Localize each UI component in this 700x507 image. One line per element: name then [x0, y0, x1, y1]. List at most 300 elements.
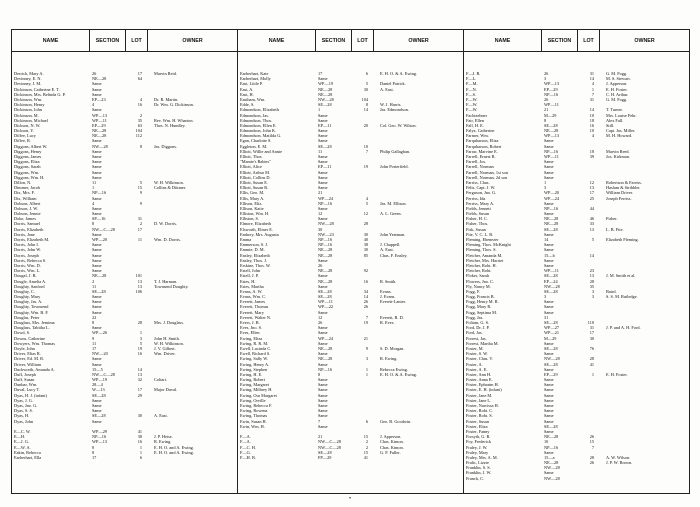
cell-lot: 7 [365, 148, 368, 154]
cell-section: Same [544, 309, 554, 315]
cell-name: Diggons, Wm. H. [14, 174, 45, 180]
cell-section: 30 [318, 226, 323, 232]
cell-lot: 30 [589, 335, 594, 341]
cell-name: Dickinson, M. [14, 112, 39, 118]
cell-lot: 28 [589, 356, 594, 362]
cell-section: Same [318, 387, 328, 393]
cell-section: Same [318, 361, 328, 367]
cell-name: Fair, Ellen [466, 117, 484, 123]
cell-lot: 2 [139, 112, 142, 118]
cell-name: Dix, William [14, 195, 37, 201]
cell-name: Derrick, Mary A. [14, 71, 44, 76]
cell-lot: 16 [137, 439, 142, 445]
cell-lot: 44 [589, 205, 594, 211]
cell-section: SE—28 [544, 226, 558, 232]
cell-name: Ellis, Mary A. [240, 195, 265, 201]
cell-name: Franklin, J. W. [466, 470, 492, 476]
cell-section: NW—20 [92, 351, 108, 357]
cell-section: 22 [92, 314, 97, 320]
cell-owner: Col. Geo. W. Wilson. [380, 122, 417, 128]
cell-name: Dimmer, Jacob [14, 185, 41, 191]
cell-lot: 31 [589, 325, 594, 331]
cell-name: Dorris, Jane [14, 231, 35, 237]
cell-name: Ewin, Susan H. [240, 418, 267, 424]
cell-lot: 5 [365, 200, 368, 206]
cell-owner: G. F. Fuller. [380, 449, 401, 455]
cell-lot: 30 [363, 231, 368, 237]
cell-section: SE—28 [92, 413, 106, 419]
cell-section: 15—b [544, 252, 555, 258]
cell-name: Doughty, Wm. B. F. [14, 309, 49, 315]
cell-name: Estell, John [240, 268, 261, 274]
cell-name: Doke, James [14, 216, 36, 222]
cell-lot: 30 [137, 413, 142, 419]
cell-lot: 1 [139, 444, 142, 450]
cell-name: E—C. W. [14, 428, 31, 434]
cell-owner: Still. [606, 122, 615, 128]
cell-lot: 8 [139, 143, 142, 149]
cell-name: Dickson, Y. [14, 128, 34, 134]
cell-name: Estes, Martha [240, 283, 264, 289]
cell-lot: 6 [139, 454, 142, 460]
cell-lot: 18 [589, 117, 594, 123]
cell-lot: 15 [363, 449, 368, 455]
cell-name: Ewing, Margaret [240, 382, 270, 388]
cell-section: Same [318, 413, 328, 419]
cell-name: Fraley, Mrs. A. M. [466, 454, 498, 460]
cell-section: NP—16 [92, 190, 107, 196]
cell-owner: Wm. D. Dorris. [154, 237, 181, 242]
cell-owner: Everett-Lanier. [380, 299, 406, 305]
cell-owner: A. East. [380, 247, 394, 253]
cell-name: Dowyers, Wm. Thomas [14, 340, 55, 346]
cell-section: Same [318, 408, 328, 414]
cell-section: Same [318, 112, 328, 118]
cell-section: Same [544, 262, 554, 268]
cell-name: Foster, Jane M. [466, 392, 493, 398]
cell-name: Foster, Jane L. [466, 397, 492, 403]
cell-name: E—J. G. [14, 439, 29, 445]
cell-name: Farquharson, Eliza [466, 138, 499, 144]
cell-name: Dickinson, Henry [14, 102, 45, 108]
cell-lot: 17 [137, 226, 142, 232]
cell-section: Same [92, 107, 102, 113]
cell-owner: L. B. Fite. [606, 226, 624, 232]
cell-name: Foster, Ephraim H. [466, 382, 499, 388]
cell-section: Same [318, 185, 328, 191]
cell-lot: 5 [139, 340, 142, 346]
cell-section: NP—16 [318, 366, 333, 372]
header-lot: LOT [352, 30, 374, 51]
cell-section: SE—28 [318, 449, 332, 455]
cell-name: Egan, Charlotte S. [240, 138, 272, 144]
cell-section: 26 [92, 71, 97, 76]
cell-name: Doughty, Mary [14, 294, 41, 300]
cell-lot: 17 [589, 330, 594, 336]
cell-lot: 19 [137, 345, 142, 351]
cell-name: East, A. [240, 86, 254, 92]
cell-lot: 20 [363, 122, 368, 128]
column-section-2 [238, 30, 464, 493]
cell-name: Elliott, Alice [240, 164, 262, 170]
cell-owner: R. Ewing. [380, 356, 398, 362]
cell-section: Same [318, 273, 328, 279]
cell-lot: 92 [363, 268, 368, 274]
cell-lot: 21 [363, 335, 368, 341]
cell-section: Same [318, 117, 328, 123]
cell-owner [374, 455, 463, 460]
cell-name: Earberhart, Kate [240, 71, 269, 76]
cell-lot: 18 [589, 148, 594, 154]
cell-section: SE—28 [544, 122, 558, 128]
cell-name: Emmerson, S. J. [240, 242, 269, 248]
cell-section: Same [92, 418, 102, 424]
cell-owner: R. Smith. [380, 278, 397, 284]
cell-section: 12 [318, 211, 323, 217]
cell-name: Duff, Susan [14, 377, 35, 383]
cell-section: NW—28 [544, 465, 560, 471]
table-header [12, 30, 237, 52]
cell-lot: 5 [365, 81, 368, 87]
cell-name: Fields, Susan [466, 211, 489, 217]
cell-lot: 3 [139, 335, 142, 341]
cell-section: Same [92, 408, 102, 414]
cell-lot: 6 [365, 71, 368, 76]
cell-lot: 4 [591, 81, 594, 87]
cell-section: EP—11 [318, 122, 332, 128]
cell-section: SE—28 [544, 320, 558, 325]
cell-section: NE—28 [318, 268, 333, 274]
cell-name: Edmondson, John K. [240, 128, 277, 134]
cell-section: SE—28 [544, 361, 558, 367]
cell-lot: 8 [365, 102, 368, 108]
cell-section: Same [318, 330, 328, 336]
cell-section: Same [92, 268, 102, 274]
cell-owner: D. W. Dorris. [154, 221, 178, 227]
cell-name: Edde, S. [240, 102, 255, 108]
cell-lot: 14 [363, 294, 368, 300]
cell-name: Diggons, Albert W. [14, 143, 48, 149]
rows-container [238, 52, 463, 493]
cell-name: Ewell, Richard S. [240, 351, 271, 357]
cell-section: Same [92, 403, 102, 408]
cell-name: Foster, Anna E. [466, 377, 493, 383]
cell-name: Foster, Eliza [466, 423, 488, 429]
cell-name: Dickinson, Catherine E. T. [14, 86, 60, 92]
cell-name: Ewing, Robert [240, 377, 266, 383]
cell-owner [600, 476, 689, 481]
cell-name: Driver, Elias R. [14, 351, 41, 357]
cell-owner: Mrs. J. Douglass. [154, 320, 184, 325]
cell-name: Dorris, Wm. L. [14, 268, 41, 274]
cell-name: Elmore, Elizabeth [240, 221, 272, 227]
cell-owner: E. H. Foster. [606, 371, 628, 377]
cell-lot: 35 [137, 117, 142, 123]
cell-name: Fisher, H. C. [466, 216, 488, 222]
cell-section: Same [318, 216, 328, 222]
cell-name: Ford, Jas. [466, 330, 483, 336]
cell-name: Elliott, Arthur M. [240, 169, 271, 175]
cell-name: Diffee, R. [14, 138, 31, 144]
cell-section: NE—28 [544, 128, 559, 134]
cell-section: 26 [318, 320, 323, 325]
cell-section: Same [544, 392, 554, 398]
cell-lot: 15 [589, 439, 594, 445]
cell-name: Ewing, Milbrey H. [240, 387, 273, 393]
cell-owner: J. Apperson. [380, 434, 402, 440]
cell-section: 10 [544, 439, 549, 445]
cell-section: NE—28 [544, 460, 559, 466]
cell-owner: Elizabeth Fleming. [606, 237, 639, 242]
cell-section: W—13 [92, 387, 105, 393]
cell-lot: 5 [139, 179, 142, 185]
cell-name: Everett, Walter N. [240, 314, 272, 320]
cell-name: East, Little P. [240, 81, 263, 87]
cell-name: Dickinson, John [14, 107, 42, 113]
cell-section: NW—C—28 [318, 444, 341, 450]
cell-name: Farrell, Norman [466, 164, 494, 170]
cell-section: NE—28 [92, 76, 107, 82]
cell-section: 8 [318, 371, 321, 377]
cell-name: Embrey, Mrs. Augusta [240, 231, 279, 237]
cell-section: 28—4 [92, 382, 103, 388]
cell-name: Foster, Fanny [466, 428, 490, 434]
header-name: NAME [238, 30, 316, 51]
table-header [238, 30, 463, 52]
cell-section: SE—28 [92, 392, 106, 398]
cell-name: Ewing, Rebecca F. [240, 403, 273, 408]
cell-owner: A. East. [380, 86, 394, 92]
cell-section: 8 [92, 221, 95, 227]
cell-owner: E. H. O. and A. Ewing. [154, 444, 194, 450]
cell-section: WP—26 [92, 330, 108, 336]
cell-lot: 17 [137, 71, 142, 76]
cell-section: NE—28 [544, 434, 559, 440]
cell-name: Fralic, Lizzie [466, 460, 489, 466]
cell-name: Douglass, Tabitha L. [14, 325, 50, 331]
cell-section: Same [318, 309, 328, 315]
cell-name: Fly, Nancy M. [466, 283, 491, 289]
cell-name: Dyas, S. S. [14, 408, 33, 414]
cell-owner: Haslam & Stribbler. [606, 185, 641, 191]
cell-name: Farrell, Norman, 1st son [466, 169, 508, 175]
cell-owner: Dr. R. Martin. [154, 96, 179, 102]
cell-owner: W. J. Harris. [380, 102, 402, 108]
cell-name: Foster, S. W. [466, 351, 488, 357]
cell-name: F—J. B. [466, 71, 481, 76]
cell-owner: Jas. Edmondson. [380, 107, 410, 113]
cell-section: Same [92, 231, 102, 237]
cell-section: NE—28 [318, 247, 333, 253]
cell-lot: 14 [589, 252, 594, 258]
cell-name: Ford, Dr. J. P. [466, 325, 490, 331]
cell-owner: Townsend Doughty. [154, 283, 189, 289]
cell-name: Farmer, Wm. [466, 133, 489, 139]
cell-name: Ellison, Eliz. [240, 200, 263, 206]
cell-section: Same [92, 86, 102, 92]
cell-name: Foster, Chas. V. [466, 356, 494, 362]
cell-name: Fisher, Thos. [466, 221, 489, 227]
cell-lot: 1 [591, 86, 594, 92]
cell-section: SE—28 [544, 423, 558, 429]
cell-lot: 41 [137, 428, 142, 434]
cell-owner: Fisher. [606, 216, 618, 222]
cell-section: 31 [544, 314, 549, 320]
cell-section: Same [544, 257, 554, 263]
cell-name: Flowers, Jno. C. [466, 278, 495, 284]
cell-section: 17 [92, 454, 97, 460]
cell-name: Dyas, John [14, 418, 34, 424]
cell-name: Douglass, Mrs. Jemima [14, 320, 55, 325]
column-section-3 [464, 30, 689, 493]
cell-name: Edmondson, Thos. [240, 117, 273, 123]
cell-name: Dougle, Amelia A. [14, 278, 47, 284]
cell-lot: 31 [589, 96, 594, 102]
cell-lot: 19 [363, 320, 368, 325]
cell-section: Same [92, 262, 102, 268]
cell-section: WP—20 [92, 237, 108, 242]
cell-owner: Chas. F. Ensley. [380, 252, 408, 258]
cell-lot: 1 [139, 330, 142, 336]
cell-section: 7 [318, 418, 321, 424]
cell-name: Doughty, C. [14, 288, 35, 294]
cell-section: 15—5 [92, 366, 103, 372]
cell-section: 1 [92, 185, 95, 191]
cell-name: F—C. H. [240, 444, 256, 450]
cell-name: Everett, James [240, 299, 266, 305]
cell-owner: Wm. Driver. [154, 351, 176, 357]
cell-name: Fleming, Ebenezer [466, 237, 499, 242]
cell-name: Edmondson, Elizabeth [240, 107, 279, 113]
cell-name: F—L. [466, 76, 477, 82]
cell-name: Downs, Catherine [14, 335, 46, 341]
cell-section: Same [318, 205, 328, 211]
cell-name: Dorris, Rebecca S. [14, 257, 47, 263]
cell-section: Same [92, 159, 102, 165]
cell-section: Same [544, 169, 554, 175]
cell-name: Dougal, J. B. [14, 273, 37, 279]
cell-section: NP—16 [544, 205, 559, 211]
cell-lot: 26 [363, 299, 368, 305]
cell-section: Same [92, 242, 102, 248]
cell-name: Foster, Susan [466, 418, 489, 424]
cell-section: SE—28 [318, 294, 332, 300]
cell-section: Same [318, 283, 328, 289]
cell-section: Same [318, 351, 328, 357]
cell-section: Same [544, 470, 554, 476]
cell-name: F—A. [240, 434, 251, 440]
cell-lot: 9 [139, 200, 142, 206]
cell-name: Erskine, Thos. W. [240, 262, 271, 268]
cell-section: Same [544, 403, 554, 408]
cell-name: Emma [240, 237, 252, 242]
header-section: SECTION [90, 30, 126, 51]
cell-name: Ewing, Eliza [240, 335, 263, 341]
cell-lot: 14 [589, 76, 594, 82]
header-owner: OWNER [182, 37, 203, 44]
cell-name: Ewell, Lucinda C. [240, 345, 272, 351]
cell-lot: 63 [137, 122, 142, 128]
cell-name: Eggleton, E. M. [240, 143, 268, 149]
cell-section: Same [544, 351, 554, 357]
cell-section: WP—11 [92, 117, 107, 123]
cell-section: 26 [318, 262, 323, 268]
cell-owner: Jas. Diggons. [154, 143, 178, 149]
cell-section: SE—28 [318, 102, 332, 108]
cell-section: WP—13 [92, 112, 108, 118]
cell-lot: 14 [363, 107, 368, 113]
cell-section: SE—28 [92, 288, 106, 294]
cell-name: E—W. A. [14, 444, 31, 450]
cell-section: Same [92, 294, 102, 300]
cell-name: Duckworth, Amanda A. [14, 366, 55, 372]
cell-name: F—M. [466, 81, 478, 87]
cell-name: F—A. [240, 439, 251, 445]
cell-owner: A. East. [154, 413, 168, 419]
cell-name: E—H. [14, 434, 26, 440]
cell-name: Driver, William [14, 361, 42, 367]
cell-section: Same [92, 138, 102, 144]
cell-name: Fogg, Francis B. [466, 294, 495, 300]
cell-lot: 9 [139, 190, 142, 196]
cell-name: Ferriss, Ida [466, 195, 486, 201]
cell-name: Foster, Robt. S. [466, 413, 493, 419]
cell-owner: S. D. Morgan. [380, 345, 405, 351]
cell-section: 8 [92, 320, 95, 325]
cell-name: "Mamie's Babies" [240, 159, 271, 165]
cell-name: Estell, J. P. [240, 273, 259, 279]
cell-owner: John Yeatman. [380, 231, 406, 237]
cell-lot: 33 [589, 221, 594, 227]
cell-name: Ensley, Elizabeth [240, 252, 270, 258]
cell-owner: Marvin Reed. [606, 148, 630, 154]
cell-section: Same [544, 413, 554, 419]
cell-lot: 3 [365, 356, 368, 362]
cell-section: WP—20 [544, 190, 560, 196]
cell-section: Same [318, 76, 328, 82]
cell-name: Doyle, John [14, 345, 35, 351]
cell-section: Same [544, 159, 554, 165]
cell-section: NE—28 [92, 273, 107, 279]
cell-section: 3 [544, 185, 547, 191]
cell-name: Franch, C. [466, 475, 485, 481]
cell-section: WP—19 [92, 377, 108, 383]
cell-section: Same [318, 154, 328, 159]
cell-section: WP—22 [318, 304, 334, 310]
cell-lot: 30 [363, 86, 368, 92]
cell-name: Fachtzehner [466, 112, 487, 118]
cell-section: NE—28 [92, 128, 107, 134]
cell-lot: 4 [365, 195, 368, 201]
cell-lot: 1 [591, 371, 594, 377]
cell-owner: Everett, R. D. [380, 314, 404, 320]
cell-owner: William Driver. [606, 190, 634, 196]
cell-lot: 2 [365, 439, 368, 445]
cell-name: Estes, H. [240, 278, 256, 284]
cell-name: Diggons, Sarah [14, 164, 41, 170]
cell-lot: 110 [587, 320, 594, 325]
cell-lot: 12 [589, 179, 594, 185]
cell-section: Same [544, 387, 554, 393]
burial-register-table [11, 29, 690, 494]
cell-name: Foy, Frederick [466, 439, 492, 445]
cell-section: M—29 [544, 335, 557, 341]
cell-section: NE—28 [318, 356, 333, 362]
cell-lot: 28 [589, 454, 594, 460]
cell-section: Same [92, 154, 102, 159]
cell-section: NE—28 [544, 216, 559, 222]
cell-name: Duval, Lucy T. [14, 387, 40, 393]
